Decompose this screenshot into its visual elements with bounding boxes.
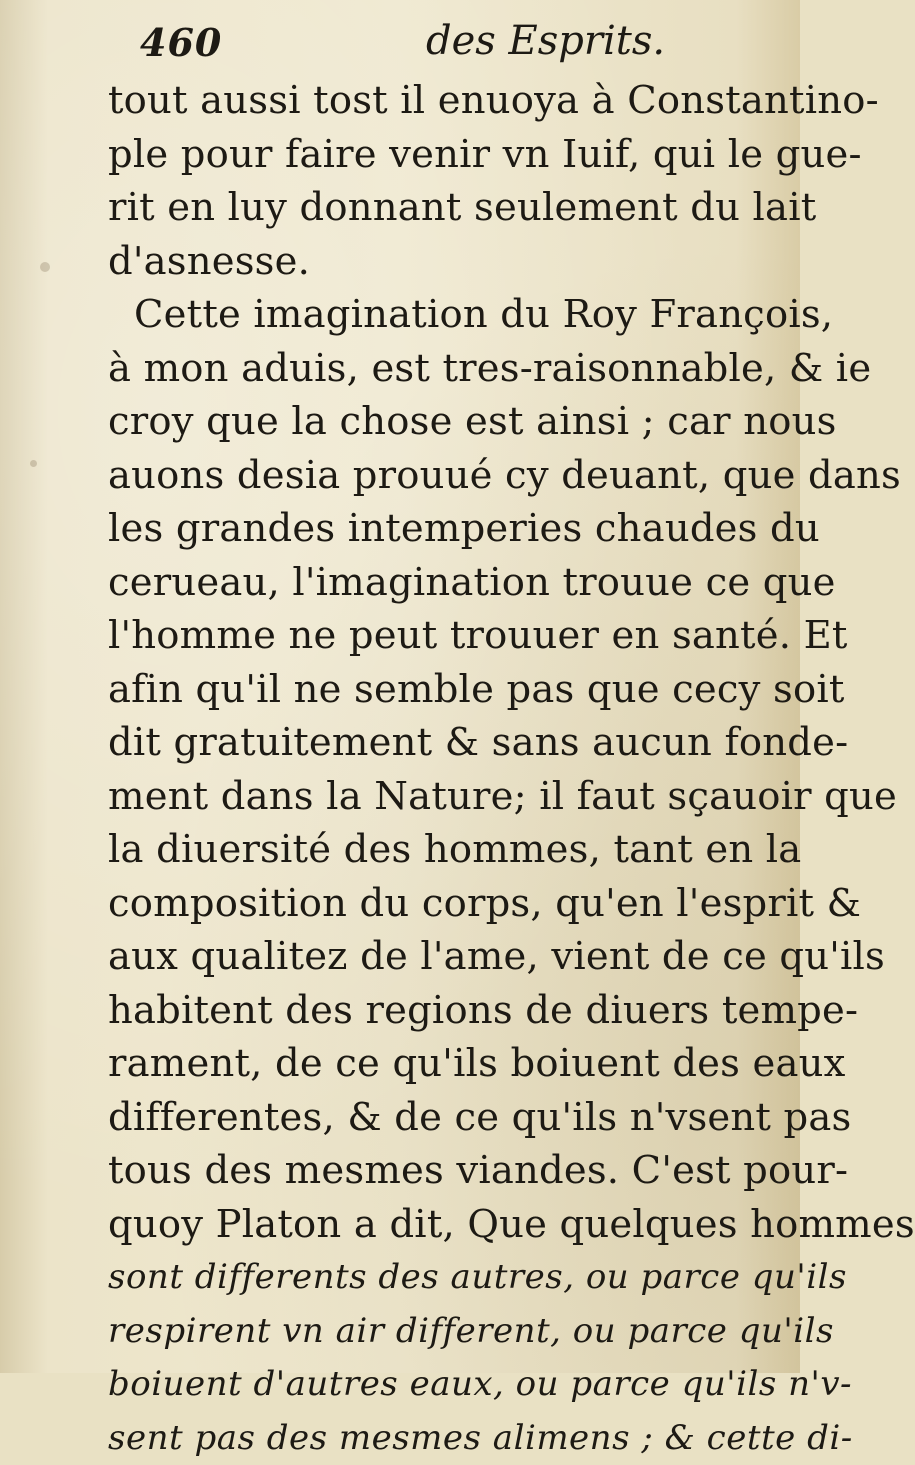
text-line-italic: sent pas des mesmes alimens ; & cette di-	[108, 1412, 772, 1465]
text-line: tous des mesmes viandes. C'est pour-	[108, 1144, 772, 1198]
text-line-italic: sont differents des autres, ou parce qu'ils	[108, 1251, 772, 1305]
text-line: la diuersité des hommes, tant en la	[108, 823, 772, 877]
text-line: rament, de ce qu'ils boiuent des eaux	[108, 1037, 772, 1091]
text-line: afin qu'il ne semble pas que cecy soit	[108, 663, 772, 717]
text-line: d'asnesse.	[108, 235, 772, 289]
text-line: differentes, & de ce qu'ils n'vsent pas	[108, 1091, 772, 1145]
page-number: 460	[140, 20, 222, 65]
body-text	[108, 74, 772, 1465]
ink-spot	[40, 262, 50, 272]
running-title: des Esprits.	[426, 18, 665, 64]
page-header	[140, 14, 760, 70]
text-line: croy que la chose est ainsi ; car nous	[108, 395, 772, 449]
text-line: habitent des regions de diuers tempe-	[108, 984, 772, 1038]
text-line: quoy Platon a dit, Que quelques hommes	[108, 1198, 772, 1252]
text-line: composition du corps, qu'en l'esprit &	[108, 877, 772, 931]
text-line: auons desia prouué cy deuant, que dans	[108, 449, 772, 503]
text-line-italic: respirent vn air different, ou parce qu'ils	[108, 1305, 772, 1359]
text-line: les grandes intemperies chaudes du	[108, 502, 772, 556]
text-line: ment dans la Nature; il faut sçauoir que	[108, 770, 772, 824]
text-line: ple pour faire venir vn Iuif, qui le gue-	[108, 128, 772, 182]
text-line: rit en luy donnant seulement du lait	[108, 181, 772, 235]
text-line: Cette imagination du Roy François,	[108, 288, 772, 342]
ink-spot	[30, 460, 37, 467]
text-line: l'homme ne peut trouuer en santé. Et	[108, 609, 772, 663]
text-line: cerueau, l'imagination trouue ce que	[108, 556, 772, 610]
text-line: à mon aduis, est tres-raisonnable, & ie	[108, 342, 772, 396]
text-line: dit gratuitement & sans aucun fonde-	[108, 716, 772, 770]
text-line: aux qualitez de l'ame, vient de ce qu'ils	[108, 930, 772, 984]
text-line: tout aussi tost il enuoya à Constantino-	[108, 74, 772, 128]
text-line-italic: boiuent d'autres eaux, ou parce qu'ils n'v-	[108, 1358, 772, 1412]
